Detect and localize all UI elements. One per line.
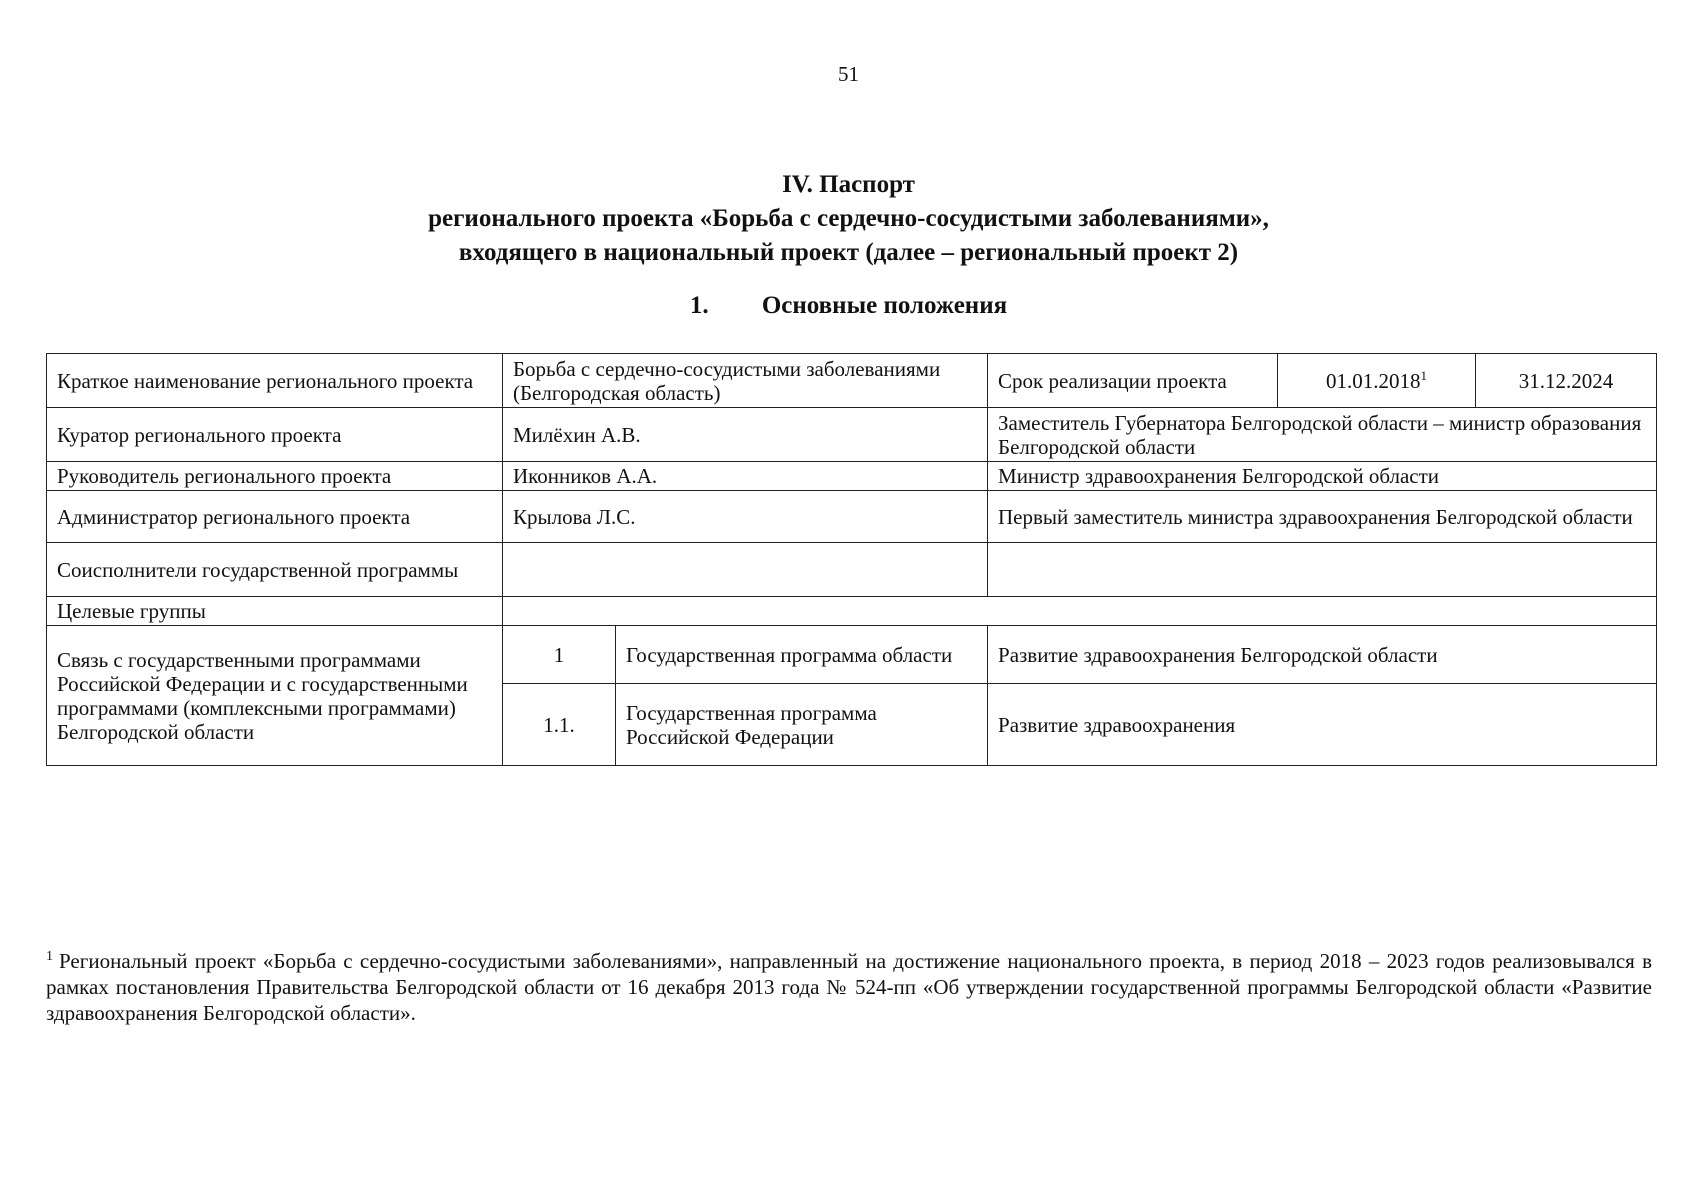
heading-line-1: IV. Паспорт bbox=[782, 171, 915, 198]
head-name: Иконников А.А. bbox=[503, 462, 988, 491]
table-row bbox=[47, 354, 1657, 408]
period-start: 01.01.2018 bbox=[1326, 368, 1421, 393]
section-number: 1. bbox=[689, 292, 709, 319]
period-end: 31.12.2024 bbox=[1476, 354, 1657, 408]
coexecutors-label: Соисполнители государственной программы bbox=[47, 543, 503, 597]
curator-position: Заместитель Губернатора Белгородской области – министр образования Белгородской области bbox=[988, 408, 1657, 462]
table-row bbox=[47, 462, 1657, 491]
curator-label: Куратор регионального проекта bbox=[47, 408, 503, 462]
footnote bbox=[46, 948, 1652, 1026]
section-title bbox=[0, 292, 1697, 320]
passport-table bbox=[46, 353, 1657, 766]
target-groups-value bbox=[503, 597, 1657, 626]
short-name-value: Борьба с сердечно-сосудистыми заболеваниями (Белгородская область) bbox=[503, 354, 988, 408]
curator-name: Милёхин А.В. bbox=[503, 408, 988, 462]
program-number: 1.1. bbox=[503, 684, 616, 766]
period-start-cell bbox=[1278, 354, 1476, 408]
table-row bbox=[47, 626, 1657, 684]
table-row bbox=[47, 543, 1657, 597]
footnote-mark: 1 bbox=[46, 949, 53, 964]
admin-label: Администратор регионального проекта bbox=[47, 491, 503, 543]
heading-line-2: регионального проекта «Борьба с сердечно-сосудистыми заболеваниями», bbox=[428, 205, 1269, 232]
short-name-label: Краткое наименование регионального проекта bbox=[47, 354, 503, 408]
admin-name: Крылова Л.С. bbox=[503, 491, 988, 543]
head-label: Руководитель регионального проекта bbox=[47, 462, 503, 491]
page-number: 51 bbox=[838, 62, 859, 86]
program-link-label: Связь с государственными программами Российской Федерации и с государственными программами (комплексными программами) Белгородской области bbox=[47, 626, 503, 766]
heading-line-3: входящего в национальный проект (далее – региональный проект 2) bbox=[458, 239, 1239, 266]
coexecutors-extra bbox=[988, 543, 1657, 597]
table-row bbox=[47, 491, 1657, 543]
coexecutors-value bbox=[503, 543, 988, 597]
footnote-text: Региональный проект «Борьба с сердечно-сосудистыми заболеваниями», направленный на достижение национального проекта, в период 2018 – 2023 годов реализовывался в рамках постановления Правительства Белгородской области от 16 декабря 2013 года № 524-пп «Об утверждении государственной программы Белгородской области «Развитие здравоохранения Белгородской области». bbox=[46, 949, 1652, 1025]
period-label: Срок реализации проекта bbox=[988, 354, 1278, 408]
program-name: Развитие здравоохранения bbox=[988, 684, 1657, 766]
section-title-text: Основные положения bbox=[761, 292, 1008, 319]
program-name: Развитие здравоохранения Белгородской области bbox=[988, 626, 1657, 684]
program-number: 1 bbox=[503, 626, 616, 684]
head-position: Министр здравоохранения Белгородской области bbox=[988, 462, 1657, 491]
program-type: Государственная программа Российской Федерации bbox=[616, 684, 988, 766]
target-groups-label: Целевые группы bbox=[47, 597, 503, 626]
footnote-ref: 1 bbox=[1420, 367, 1428, 383]
document-heading bbox=[0, 168, 1697, 270]
table-row bbox=[47, 408, 1657, 462]
table-row bbox=[47, 597, 1657, 626]
admin-position: Первый заместитель министра здравоохранения Белгородской области bbox=[988, 491, 1657, 543]
program-type: Государственная программа области bbox=[616, 626, 988, 684]
